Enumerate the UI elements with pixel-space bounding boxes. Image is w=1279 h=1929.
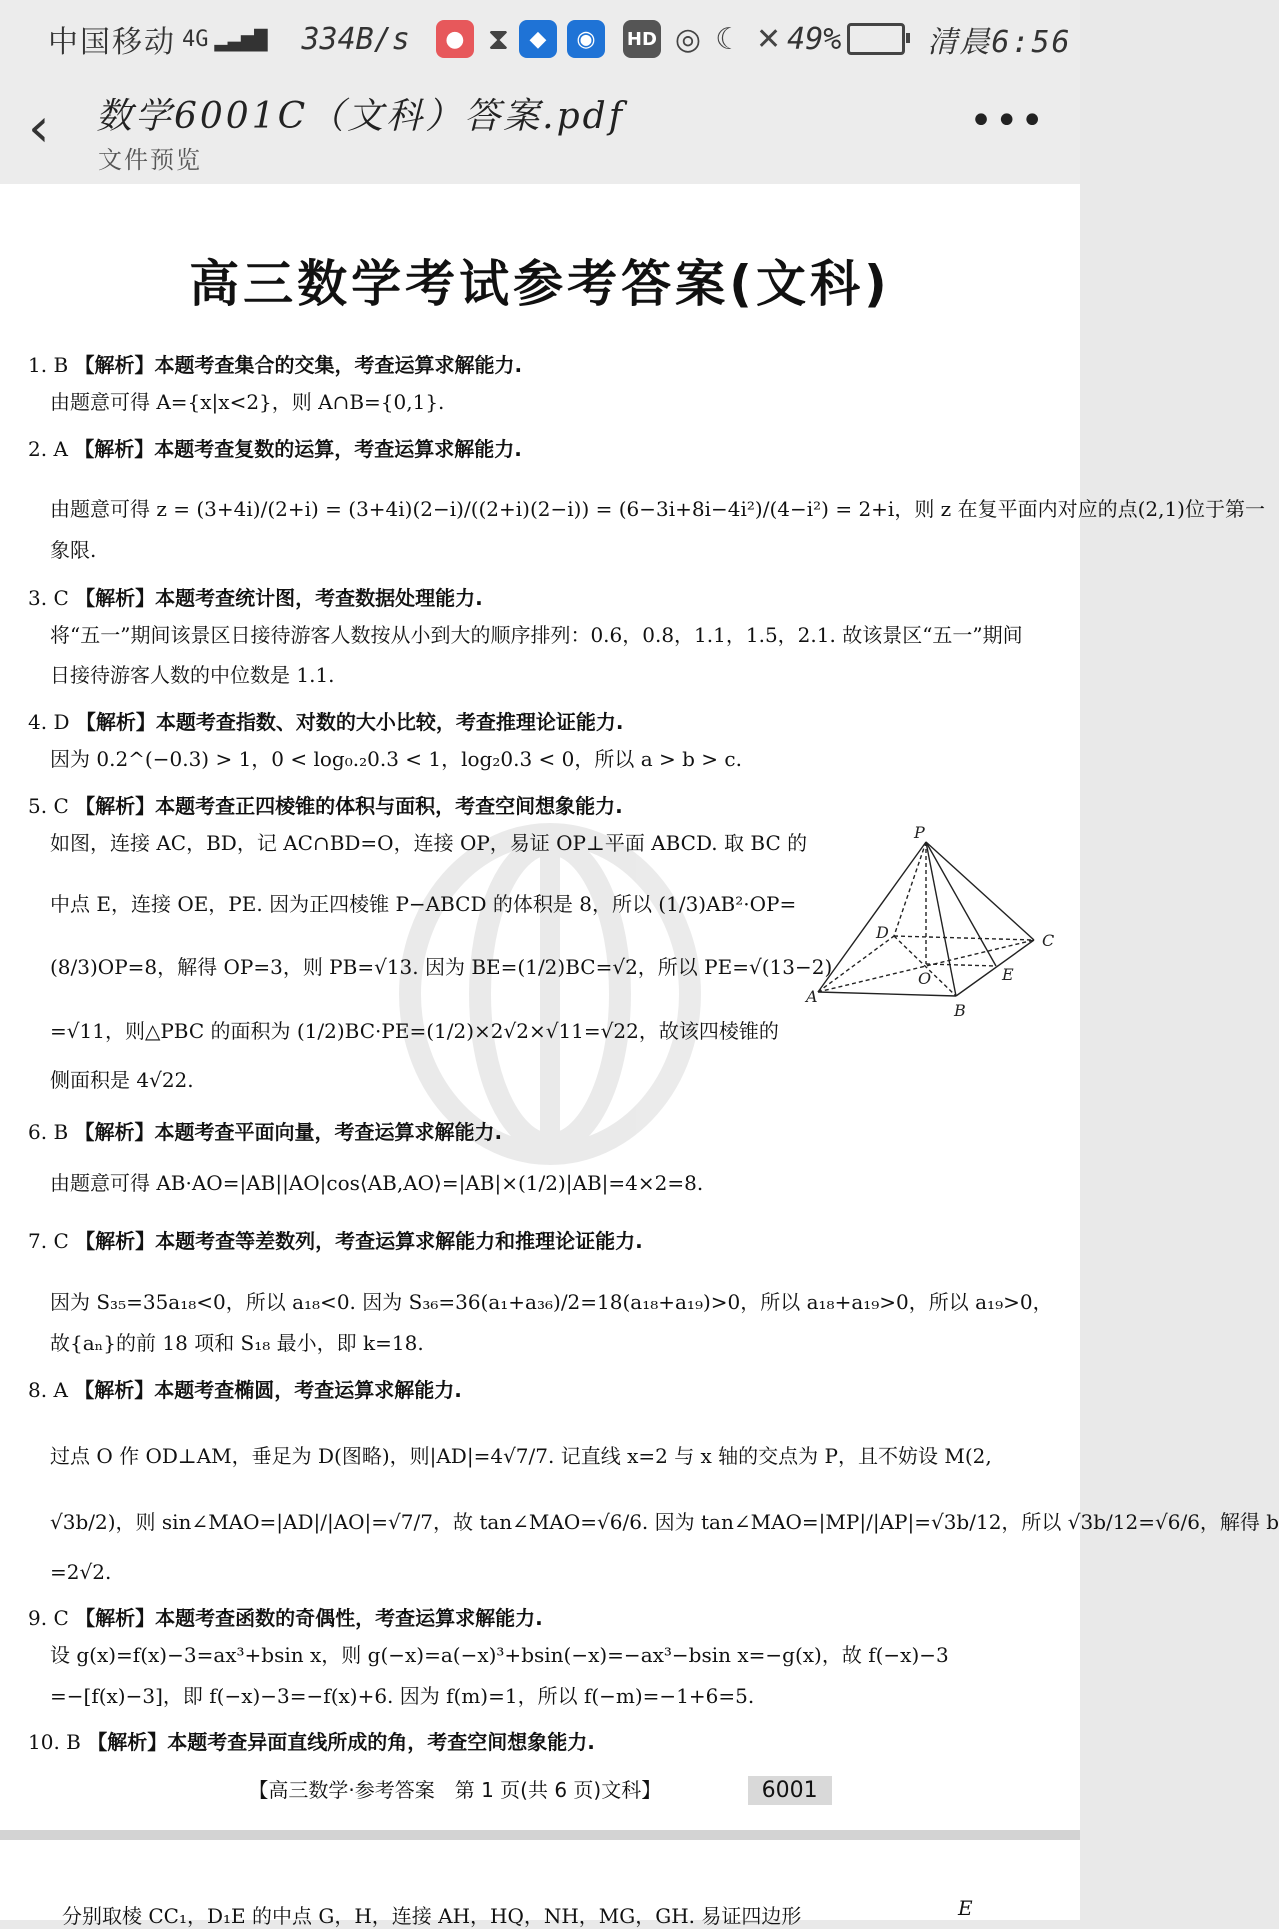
label-P: P	[914, 823, 925, 842]
answer-label: 1. B	[28, 353, 69, 377]
footer-text: 【高三数学·参考答案 第 1 页(共 6 页)文科】	[248, 1778, 662, 1802]
more-dots-icon: •••	[969, 98, 1046, 144]
pdf-page[interactable]	[0, 184, 1279, 1830]
analysis-tag: 【解析】本题考查函数的奇偶性，考查运算求解能力.	[75, 1606, 543, 1630]
question-2-line: 由题意可得 z = (3+4i)/(2+i) = (3+4i)(2−i)/((2+i)(2−i)) = (6−3i+8i−4i²)/(4−i²) = 2+i，则 z 在复平面内对应的点(2,1)位于第一	[50, 497, 1265, 521]
analysis-tag: 【解析】本题考查复数的运算，考查运算求解能力.	[74, 437, 522, 461]
status-bar	[0, 0, 1080, 78]
label-E: E	[1002, 965, 1014, 984]
analysis-tag: 【解析】本题考查等差数列，考查运算求解能力和推理论证能力.	[75, 1229, 643, 1253]
battery-percent: 49%	[787, 21, 842, 57]
question-7-line: 因为 S₃₅=35a₁₈<0，所以 a₁₈<0. 因为 S₃₆=36(a₁+a₃₆)/2=18(a₁₈+a₁₉)>0，所以 a₁₈+a₁₉>0，所以 a₁₉>0，	[50, 1290, 1053, 1314]
shield-icon: ◆	[519, 20, 557, 58]
answer-label: 8. A	[28, 1378, 68, 1402]
label-D: D	[876, 923, 889, 942]
clock: 清晨6:56	[927, 25, 1072, 60]
app-header	[0, 78, 1080, 184]
question-2-line: 象限.	[50, 538, 97, 562]
analysis-tag: 【解析】本题考查异面直线所成的角，考查空间想象能力.	[87, 1730, 595, 1754]
question-9-header	[28, 1602, 543, 1631]
file-subtitle: 文件预览	[98, 146, 202, 174]
question-1-line: 由题意可得 A={x|x<2}，则 A∩B={0,1}.	[50, 390, 445, 414]
hourglass-icon: ⧗	[487, 21, 509, 57]
page-separator	[0, 1830, 1080, 1840]
question-10-header	[28, 1726, 595, 1755]
question-5-header	[28, 790, 623, 819]
question-3-line: 将“五一”期间该景区日接待游客人数按从小到大的顺序排列：0.6，0.8，1.1，1.5，2.1. 故该景区“五一”期间	[50, 623, 1023, 647]
watermark-logo-icon	[400, 824, 700, 1164]
answer-label: 10. B	[28, 1730, 81, 1754]
answer-label: 5. C	[28, 794, 69, 818]
network-speed: 334B/s	[301, 21, 410, 57]
answer-label: 4. D	[28, 710, 70, 734]
question-8-header	[28, 1374, 462, 1403]
page-2-figure-label: E	[958, 1896, 973, 1920]
analysis-tag: 【解析】本题考查平面向量，考查运算求解能力.	[74, 1120, 503, 1144]
question-5-line: 中点 E，连接 OE，PE. 因为正四棱锥 P−ABCD 的体积是 8，所以 (1/3)AB²·OP=	[50, 892, 797, 916]
battery-icon	[847, 23, 905, 55]
eye-icon: ◎	[674, 21, 702, 57]
answer-label: 7. C	[28, 1229, 69, 1253]
question-8-line: √3b/2)，则 sin∠MAO=|AD|/|AO|=√7/7，故 tan∠MAO=√6/6. 因为 tan∠MAO=|MP|/|AP|=√3b/12，所以 √3b/12=√6/6，解得 b	[50, 1510, 1279, 1534]
bell-off-icon: ✕	[756, 21, 782, 57]
question-5-line: 如图，连接 AC，BD，记 AC∩BD=O，连接 OP，易证 OP⊥平面 ABCD. 取 BC 的	[50, 831, 808, 855]
answer-label: 6. B	[28, 1120, 69, 1144]
question-5-line: (8/3)OP=8，解得 OP=3，则 PB=√13. 因为 BE=(1/2)BC=√2，所以 PE=√(13−2)	[50, 955, 833, 979]
analysis-tag: 【解析】本题考查指数、对数的大小比较，考查推理论证能力.	[75, 710, 624, 734]
analysis-tag: 【解析】本题考查统计图，考查数据处理能力.	[75, 586, 483, 610]
question-3-header	[28, 582, 483, 611]
file-title: 数学6001C（文科）答案.pdf	[96, 96, 626, 137]
question-8-line: =2√2.	[50, 1560, 112, 1584]
question-9-line: 设 g(x)=f(x)−3=ax³+bsin x，则 g(−x)=a(−x)³+bsin(−x)=−ax³−bsin x=−g(x)，故 f(−x)−3	[50, 1643, 949, 1667]
back-button[interactable]	[28, 98, 68, 158]
label-C: C	[1042, 931, 1055, 950]
answer-label: 3. C	[28, 586, 69, 610]
carrier-name: 中国移动	[48, 25, 176, 60]
app-notification-icon: ●	[436, 20, 474, 58]
moon-icon: ☾	[715, 21, 743, 57]
question-3-line: 日接待游客人数的中位数是 1.1.	[50, 663, 335, 687]
pdf-page-2[interactable]	[0, 1840, 1080, 1928]
label-A: A	[806, 987, 818, 1006]
network-type: 4G	[182, 26, 209, 52]
signal-icon: ▂▃▅▇	[214, 26, 268, 52]
analysis-tag: 【解析】本题考查正四棱锥的体积与面积，考查空间想象能力.	[75, 794, 623, 818]
page-footer	[0, 1774, 1080, 1805]
question-9-line: =−[f(x)−3]，即 f(−x)−3=−f(x)+6. 因为 f(m)=1，所以 f(−m)=−1+6=5.	[50, 1684, 755, 1708]
analysis-tag: 【解析】本题考查集合的交集，考查运算求解能力.	[74, 353, 523, 377]
question-4-header	[28, 706, 623, 735]
paper-code-badge: 6001	[748, 1776, 832, 1805]
question-6-header	[28, 1116, 502, 1145]
bulb-icon: ◉	[567, 20, 605, 58]
question-4-line: 因为 0.2^(−0.3) > 1，0 < log₀.₂0.3 < 1，log₂0.3 < 0，所以 a > b > c.	[50, 747, 742, 771]
document-title: 高三数学考试参考答案(文科)	[189, 255, 891, 313]
pyramid-figure	[806, 824, 1066, 1034]
question-7-line: 故{aₙ}的前 18 项和 S₁₈ 最小，即 k=18.	[50, 1331, 424, 1355]
answer-label: 9. C	[28, 1606, 69, 1630]
label-B: B	[954, 1001, 966, 1020]
page-2-line: 分别取棱 CC₁，D₁E 的中点 G，H，连接 AH，HQ，NH，MG，GH. 易证四边形	[62, 1904, 802, 1928]
question-5-line: =√11，则△PBC 的面积为 (1/2)BC·PE=(1/2)×2√2×√11=√22，故该四棱锥的	[50, 1019, 779, 1043]
analysis-tag: 【解析】本题考查椭圆，考查运算求解能力.	[74, 1378, 462, 1402]
label-O: O	[918, 969, 932, 988]
answer-label: 2. A	[28, 437, 68, 461]
more-button[interactable]	[969, 98, 1046, 144]
question-6-line: 由题意可得 AB·AO=|AB||AO|cos⟨AB,AO⟩=|AB|×(1/2)|AB|=4×2=8.	[50, 1171, 704, 1195]
question-5-line: 侧面积是 4√22.	[50, 1068, 194, 1092]
hd-icon: HD	[623, 20, 661, 58]
question-8-line: 过点 O 作 OD⊥AM，垂足为 D(图略)，则|AD|=4√7/7. 记直线 x=2 与 x 轴的交点为 P，且不妨设 M(2,	[50, 1444, 992, 1468]
question-1-header	[28, 349, 522, 378]
question-2-header	[28, 433, 522, 462]
chevron-left-icon: ‹	[28, 96, 50, 159]
question-7-header	[28, 1225, 643, 1254]
